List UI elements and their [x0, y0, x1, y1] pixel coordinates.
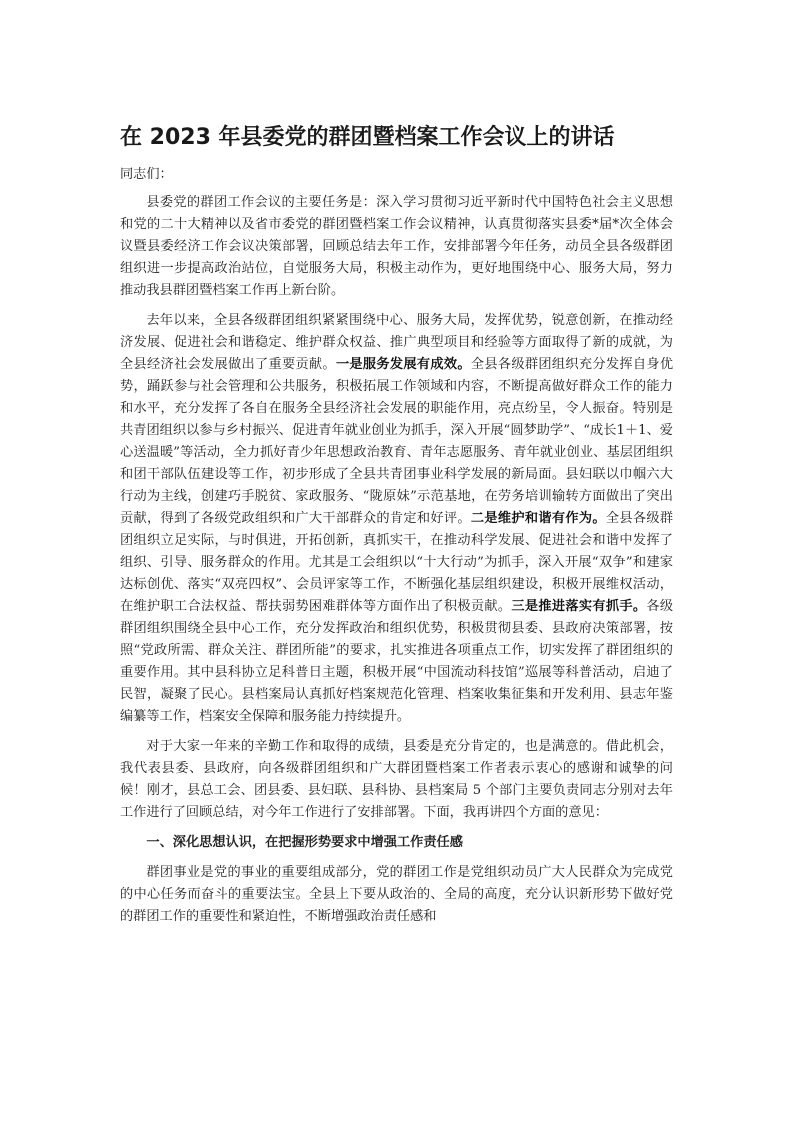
paragraph-achievements: [120, 310, 673, 728]
bold-point-3: 三是推进落实有抓手。: [511, 599, 647, 614]
greeting: 同志们：: [120, 167, 173, 182]
paragraph-text: 全县各级群团组织充分发挥自身优势，踊跃参与社会管理和公共服务，积极拓展工作领域和内容，不断提高做好群众工作的能力和水平，充分发挥了各自在服务全县经济社会发展的职能作用，亮点纷呈，令人振奋。特别是共青团组织以参与乡村振兴、促进青年就业创业为抓手，深入开展“圆梦助学”、“成长1＋1、爱心送温暖”等活动，全力抓好青少年思想政治教育、青年志愿服务、青年就业创业、基层团组织和团干部队伍建设等工作，初步形成了全县共青团事业科学发展的新局面。县妇联以巾帼六大行动为主线，创建巧手脱贫、家政服务、“陇原妹”示范基地，在劳务培训输转方面做出了突出贡献，得到了各级党政组织和广大干部群众的肯定和好评。: [120, 357, 674, 526]
paragraph-intro: 县委党的群团工作会议的主要任务是：深入学习贯彻习近平新时代中国特色社会主义思想和党的二十大精神以及省市委党的群团暨档案工作会议精神，认真贯彻落实县委*届*次全体会议暨县委经济工作会议决策部署，回顾总结去年工作，安排部署今年任务，动员全县各级群团组织进一步提高政治站位，自觉服务大局，积极主动作为，更好地围绕中心、服务大局，努力推动我县群团暨档案工作再上新台阶。: [120, 195, 673, 298]
bold-point-2: 二是维护和谐有作为。: [470, 511, 606, 526]
paragraph-text: 全县各级群团组织立足实际，与时俱进，开拓创新，真抓实干，在推动科学发展、促进社会和谐中发挥了组织、引导、服务群众的作用。尤其是工会组织以“十大行动”为抓手，深入开展“双争”和建家达标创优、落实“双亮四权”、会员评家等工作，不断强化基层组织建设，积极开展维权活动，在维护职工合法权益、帮扶弱势困难群体等方面作出了积极贡献。: [120, 511, 674, 614]
document-page: [120, 118, 673, 936]
paragraph-text: 去年以来，全县各级群团组织紧紧围绕中心、服务大局，发挥优势，锐意创新，在推动经济发展、促进社会和谐稳定、维护群众权益、推广典型项目和经验等方面取得了新的成就，为全县经济社会发展做出了重要贡献。: [120, 313, 673, 372]
bold-point-1: 一是服务发展有成效。: [335, 357, 471, 372]
paragraph-thanks: 对于大家一年来的辛勤工作和取得的成绩，县委是充分肯定的，也是满意的。借此机会，我代表县委、县政府，向各级群团组织和广大群团暨档案工作者表示衷心的感谢和诚挚的问候！刚才，县总工会、团县委、县妇联、县科协、县档案局 5 个部门主要负责同志分别对去年工作进行了回顾总结，对今年工作进行了安排部署。下面，我再讲四个方面的意见：: [120, 739, 673, 820]
section-heading-1: 一、深化思想认识，在把握形势要求中增强工作责任感: [146, 835, 463, 850]
document-title: 在 2023 年县委党的群团暨档案工作会议上的讲话: [120, 125, 615, 150]
paragraph-section-1: 群团事业是党的事业的重要组成部分，党的群团工作是党组织动员广大人民群众为完成党的中心任务而奋斗的重要法宝。全县上下要从政治的、全局的高度，充分认识新形势下做好党的群团工作的重要性和紧迫性，不断增强政治责任感和: [120, 865, 673, 924]
paragraph-text: 各级群团组织围绕全县中心工作，充分发挥政治和组织优势，积极贯彻县委、县政府决策部署，按照“党政所需、群众关注、群团所能”的要求，扎实推进各项重点工作，切实发挥了群团组织的重要作用。其中县科协立足科普日主题，积极开展“中国流动科技馆”巡展等科普活动，启迪了民智，凝聚了民心。县档案局认真抓好档案规范化管理、档案收集征集和开发利用、县志年鉴编纂等工作，档案安全保障和服务能力持续提升。: [120, 599, 674, 724]
